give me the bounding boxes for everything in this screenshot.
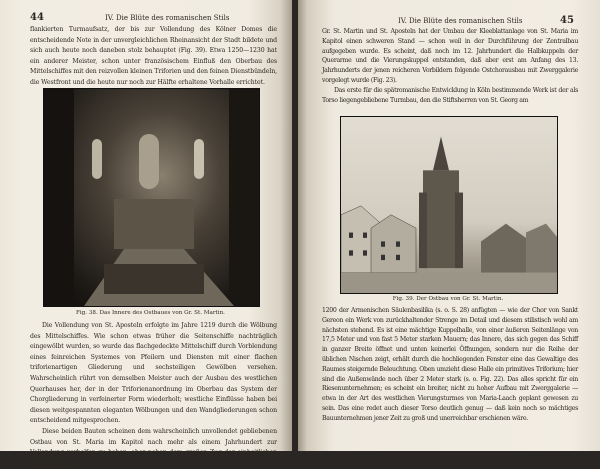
right-page [298,0,600,451]
figure-38-church-interior [43,88,260,307]
page-number: 44 [30,12,44,23]
page-number: 45 [560,15,574,26]
church-interior-illustration [44,89,259,306]
left-page [0,0,292,467]
paragraph: Diese beiden Bauten scheinen dem wahrscheinlich unvollendet gebliebenen Ostbau von St. Maria im Kapitol nach mehr als einem Jahrhundert zur Vollendung verholfen zu haben, aber neben dem großen Zug der einheitlichen Ostwerke von [30,427,277,467]
body-text [30,321,277,469]
figure-caption: Fig. 39. Der Ostbau von Gr. St. Martin. [392,296,504,302]
figure-39-church-exterior [340,116,558,294]
running-head: IV. Die Blüte des romanischen Stils [398,17,523,25]
figure-caption: Fig. 38. Das Innere des Ostbaues von Gr. St. Martin. [76,310,225,316]
paragraph: Die Vollendung von St. Aposteln erfolgte im Jahre 1219 durch die Wölbung des Mittelschiffes. Wie schon etwas früher die Seitenschiffe nachträglich eingewölbt wurden, so wurde das flachgedeckte Mittelschiff durch Vorblendung eines feinreichen Systemes von Pfeilern und Diensten mit einer flachen triforienartigen Gliederung und sechsteiligen Gewölben versehen. Wahrscheinlich rührt von demselben Meister auch der Ausbau des westlichen Querhauses her, der in der Triforienanordnung im Oberbau das System der Chorgliederung in verfeinerter Form wiederholt; westliche Einflüsse haben bei diesen weitgespannten eleganten Wölbungen und den Wandgliederungen schon entscheidend mitgesprochen. [30,322,277,425]
top-text [322,27,578,105]
paragraph: Das erste für die spätromanische Entwicklung in Köln bestimmende Werk ist der als Torso liegengebliebene Turmbau, den die Stiftsherren von St. Georg am [322,86,578,104]
paragraph: Gr. St. Martin und St. Aposteln hat der Umbau der Kleeblattanlage von St. Maria im Kapitol einen schweren Stand — schon weil in der Durchführung der Zentralbau aufgegeben wurde. Es scheint, daß noch im 12. Jahrhundert die Halbkuppeln der Querarme und die Vierungskuppel entstanden, daß aber erst am Anfang des 13. Jahrhunderts der jenen reicheren Vorbildern folgende Ostchorausbau mit Zwerggalerie vorgelegt wurde (Fig. 23). [322,28,578,84]
church-exterior-illustration [341,117,557,293]
running-head: IV. Die Blüte des romanischen Stils [105,14,230,22]
top-paragraph: flankierten Turmaufsatz, der bis zur Vollendung des Kölner Domes die entscheidende Note in der unvergleichlichen Rheinansicht der Stadt bildete und sich auch heute noch daneben stolz behauptet (Fig. 39). Etwa 1250—1230 hat ein anderer Meister, schon unter französischem Einfluß den Oberbau des Mittelschiffes mit den reizvollen kleinen Triforien und den feinen Dienstbündeln, die Westfront und die heute nur noch zur Hälfte erhaltene Vorhalle errichtet. [30,26,277,86]
bottom-paragraph: 1200 der Armenischen Säulenbasilika (s. o. S. 28) anfügten — wie der Chor von Sankt Gereon ein Werk von zurückhaltender Strenge im Detail und diesem stilistisch wohl am nächsten stehend. Es ist eine mächtige Kuppelhalle, von einer äußeren Seitenlänge von 17,5 Meter und von fast 5 Meter starken Mauern; das Innere, das sich gegen das Schiff in ganzer Breite öffnet und unten keinerlei Öffnungen, sondern nur die Reihe der üblichen Nischen zeigt, erhält durch die hochliegenden Fenster eine das Gewaltige des Raumes steigernde Beleuchtung. Oben umzieht diese Halle ein primitives Triforium; hier sind die Außenwände noch über 2 Meter stark (s. o. Fig. 22). Das alles spricht für ein Riesenunternehmen; es scheint ein breiter, nicht zu hoher Aufbau mit Zwerggalerie — etwa in der Art des westlichen Vierungsturmes von Maria-Laach geplant gewesen zu sein. Das eine redet auch dieser Torso deutlich genug — daß kein noch so mächtiges Bauunternehmen jener Zeit zu groß und unerreichbar erschienen wäre. [322,307,578,422]
